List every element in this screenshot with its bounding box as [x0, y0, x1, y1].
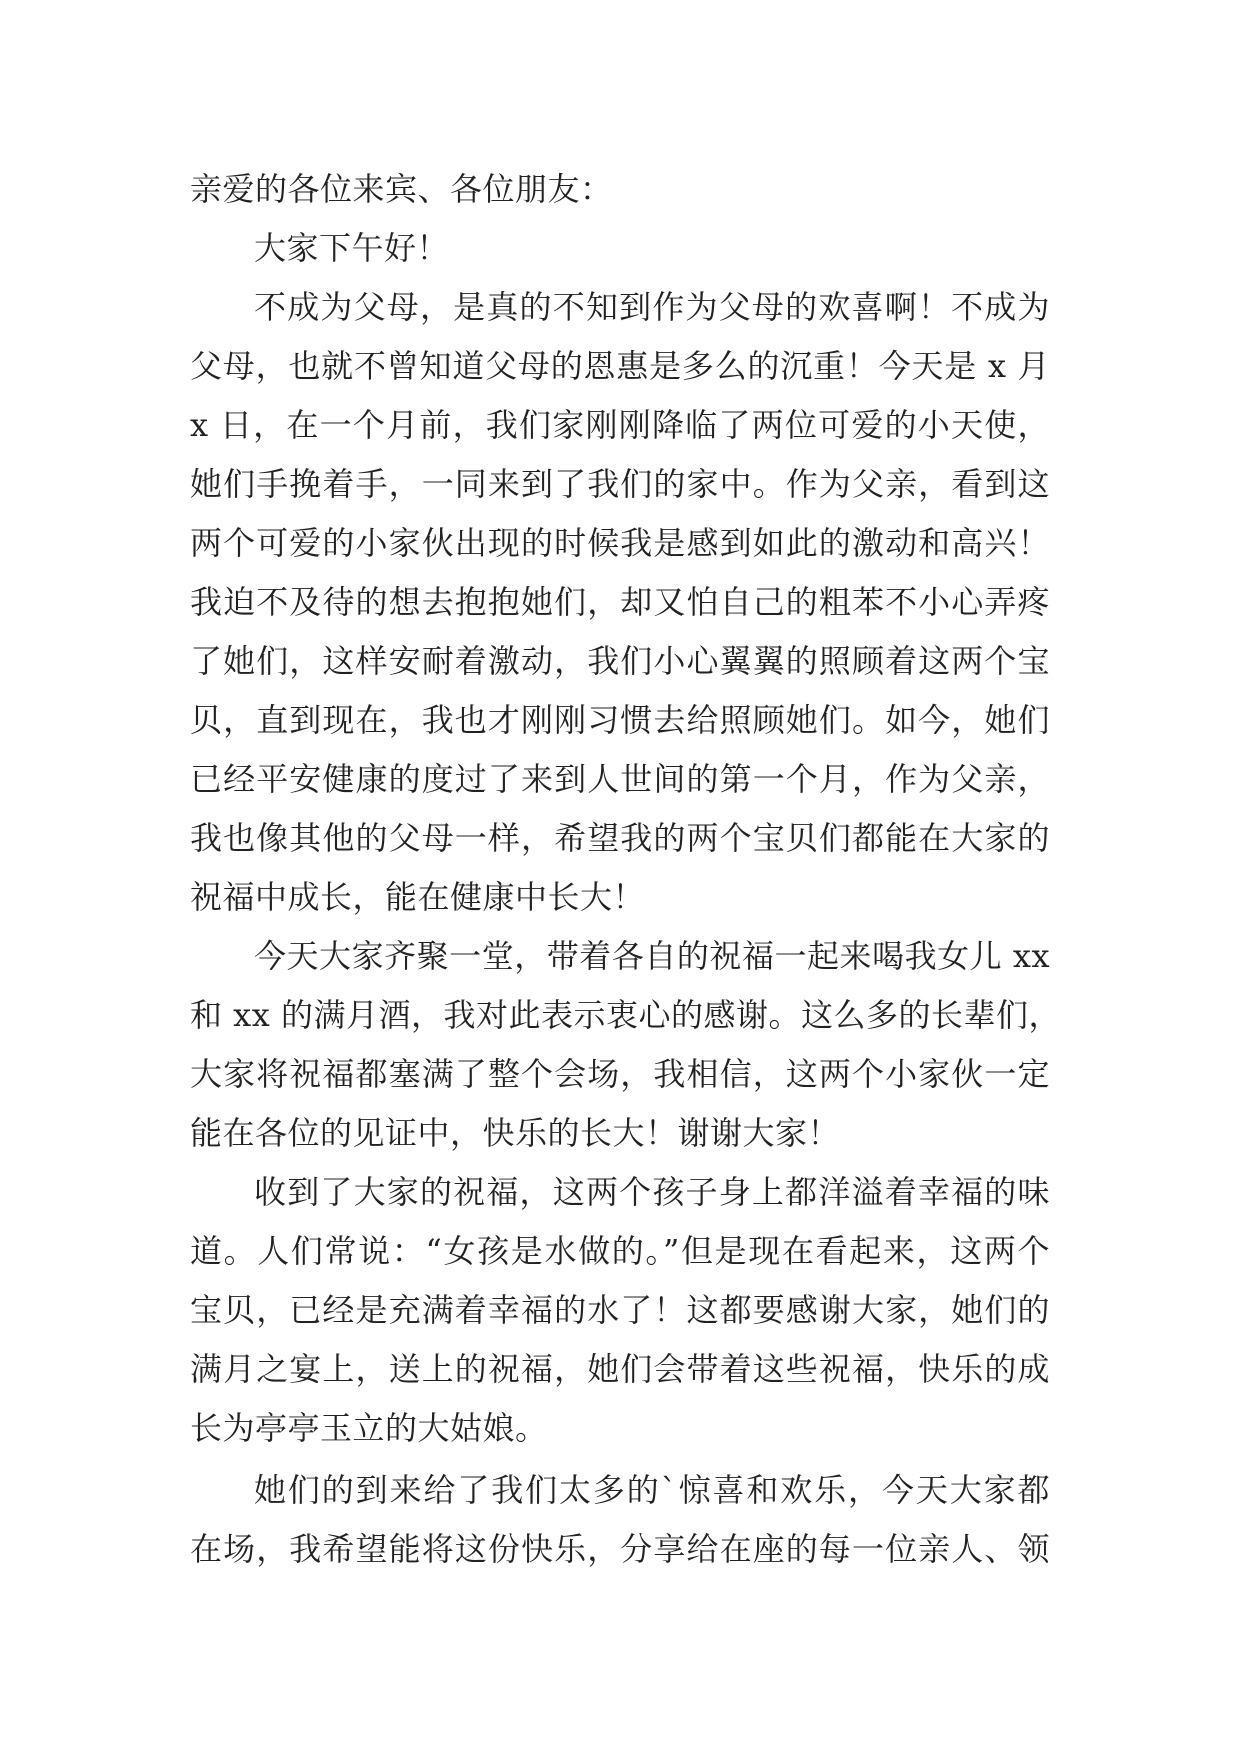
- paragraph-1-line-5: 两个可爱的小家伙出现的时候我是感到如此的激动和高兴！: [190, 524, 1050, 562]
- paragraph-1-line-2: 父母，也就不曾知道父母的恩惠是多么的沉重！今天是 x 月: [190, 347, 1050, 385]
- greeting-line: 大家下午好！: [254, 229, 450, 267]
- paragraph-3-line-1: 收到了大家的祝福，这两个孩子身上都洋溢着幸福的味: [254, 1173, 1050, 1211]
- paragraph-1-line-7: 了她们，这样安耐着激动，我们小心翼翼的照顾着这两个宝: [190, 642, 1050, 680]
- paragraph-4-line-1: 她们的到来给了我们太多的`惊喜和欢乐，今天大家都: [254, 1471, 1050, 1509]
- speech-text: [190, 160, 1061, 1579]
- paragraph-3-line-3: 宝贝，已经是充满着幸福的水了！这都要感谢大家，她们的: [190, 1291, 1050, 1329]
- paragraph-1-line-1: 不成为父母，是真的不知到作为父母的欢喜啊！不成为: [254, 288, 1050, 326]
- paragraph-2-line-3: 大家将祝福都塞满了整个会场，我相信，这两个小家伙一定: [190, 1055, 1050, 1093]
- paragraph-4-line-2: 在场，我希望能将这份快乐，分享给在座的每一位亲人、领: [190, 1530, 1050, 1568]
- paragraph-3-line-4: 满月之宴上，送上的祝福，她们会带着这些祝福，快乐的成: [190, 1350, 1050, 1388]
- paragraph-1-line-10: 我也像其他的父母一样，希望我的两个宝贝们都能在大家的: [190, 819, 1050, 857]
- paragraph-1-line-8: 贝，直到现在，我也才刚刚习惯去给照顾她们。如今，她们: [190, 701, 1050, 739]
- paragraph-3-line-2: 道。人们常说：“女孩是水做的。”但是现在看起来，这两个: [190, 1232, 1050, 1270]
- paragraph-2-line-2: 和 xx 的满月酒，我对此表示衷心的感谢。这么多的长辈们，: [190, 996, 1061, 1034]
- paragraph-1-line-9: 已经平安健康的度过了来到人世间的第一个月，作为父亲，: [190, 760, 1050, 798]
- paragraph-2-line-4: 能在各位的见证中，快乐的长大！谢谢大家！: [190, 1114, 841, 1152]
- paragraph-1-line-11: 祝福中成长，能在健康中长大！: [190, 878, 646, 916]
- paragraph-3-line-5: 长为亭亭玉立的大姑娘。: [190, 1409, 548, 1447]
- paragraph-1-line-6: 我迫不及待的想去抱抱她们，却又怕自己的粗苯不小心弄疼: [190, 583, 1050, 621]
- paragraph-1-line-4: 她们手挽着手，一同来到了我们的家中。作为父亲，看到这: [190, 465, 1050, 503]
- paragraph-2-line-1: 今天大家齐聚一堂，带着各自的祝福一起来喝我女儿 xx: [254, 937, 1050, 975]
- salutation-line: 亲爱的各位来宾、各位朋友：: [190, 170, 613, 208]
- paragraph-1-line-3: x 日，在一个月前，我们家刚刚降临了两位可爱的小天使，: [190, 406, 1050, 444]
